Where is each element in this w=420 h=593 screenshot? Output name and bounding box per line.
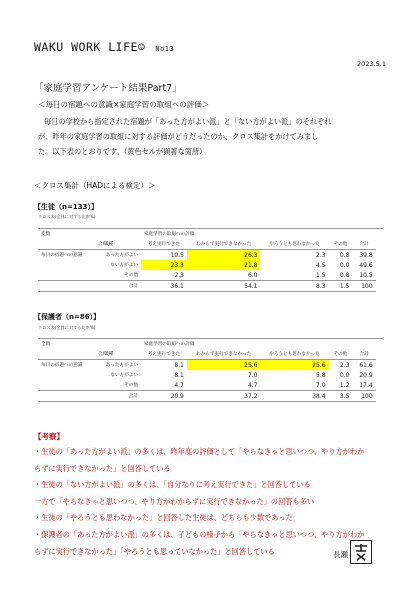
table-cell: 7.0 <box>316 381 326 389</box>
table-cell: 20.9 <box>359 371 373 379</box>
discussion-line: ・生徒の「ない方がよい派」の多くは、「自分なりに考え実行できた」と回答している <box>34 480 311 490</box>
table-cell: 4.5 <box>316 261 326 269</box>
column-header: わからず実行できなかった <box>196 352 252 357</box>
table-cell: 0.0 <box>339 371 350 379</box>
table-cell-highlight: 23.3 <box>141 260 187 270</box>
table-cell: 38.4 <box>260 391 328 402</box>
guardian-table-caption: クロス表(全体に対する比率%) <box>38 325 96 330</box>
discussion-heading: 【考察】 <box>34 432 64 441</box>
discussion-line: らずに実行できなかった」「やろうとも思っていなかった」と回答している <box>34 546 275 556</box>
table-row-total <box>38 281 383 292</box>
table-cell: 1.5 <box>329 281 353 292</box>
table-cell: 100 <box>352 391 375 402</box>
discussion-notes <box>34 444 390 560</box>
page-title: 「家庭学習アンケート結果Part7」 <box>34 83 182 94</box>
row-label: ない方がよい <box>110 373 138 378</box>
table-row <box>38 360 383 371</box>
issue-number: No13 <box>155 45 175 53</box>
table-cell: 36.1 <box>141 281 187 292</box>
table-cell: 61.6 <box>352 360 375 371</box>
table-cell: 0.8 <box>339 271 350 279</box>
column-header: 合/職種 <box>98 352 114 357</box>
discussion-line: 一方で「やらなきゃと思いつつ、やり方がわからずに実行できなかった」の回答も多い <box>34 496 315 506</box>
table-row <box>38 380 383 391</box>
intro-line: が、昨年の家庭学習の取組に対する評価がどうだったのか、クロス集計をかけてみまし <box>38 132 319 141</box>
issue-date: 2023.5.1 <box>357 60 386 68</box>
table-cell: 6.0 <box>247 271 258 279</box>
column-header: わからず実行できなかった <box>196 242 252 247</box>
var-label: 変数 <box>38 229 95 240</box>
row-label: その他 <box>124 273 138 278</box>
discussion-line: ・保護者の「あった方がよい派」の多くは、子どもの様子から「やらなきゃと思いつつ、やり方がわか <box>34 529 365 539</box>
row-label: 合計 <box>95 391 141 402</box>
row-label: ない方がよい <box>110 263 138 268</box>
table-cell-highlight: 25.6 <box>187 360 261 371</box>
group-label: 家庭学習の取組への評価 <box>141 339 329 350</box>
column-header: 合/職種 <box>98 242 114 247</box>
table-cell: 39.8 <box>352 250 375 261</box>
table-cell: 10.5 <box>141 250 187 261</box>
column-header: その他 <box>333 352 348 357</box>
column-header: その他 <box>333 242 348 247</box>
table-cell: 1.5 <box>316 271 326 279</box>
table-cell: 3.5 <box>329 391 353 402</box>
column-header: やろうとも思わなかった <box>269 242 320 247</box>
row-label: 合計 <box>95 281 141 292</box>
group-label: 家庭学習の取組への評価 <box>141 229 329 240</box>
table-cell: 8.3 <box>260 281 328 292</box>
discussion-line: ・生徒の「あった方がよい派」の多くは、昨年度の評価として「やらなきゃと思いつつ、やり方がわか <box>34 447 365 456</box>
column-header: 考え実行できた <box>147 352 180 357</box>
author-stamp-icon <box>350 540 372 564</box>
discussion-line: らずに実行できなかった」と回答している <box>34 463 171 473</box>
table-cell-highlight: 21.8 <box>187 260 261 270</box>
table-cell-highlight: 25.6 <box>260 360 328 371</box>
row-label: あった方がよい <box>95 360 141 371</box>
intro-line: た。以下表のとおりです。（黄色セルが顕著な箇所） <box>38 147 207 156</box>
newsletter-header <box>34 40 174 54</box>
table-cell: 54.1 <box>187 281 261 292</box>
table-cell: 5.8 <box>316 371 326 379</box>
table-cell: 4.7 <box>174 381 184 389</box>
table-cell: 100 <box>352 281 375 292</box>
cross-tab-heading: ＜クロス集計（HADによる検定）＞ <box>34 181 156 190</box>
table-cell: 1.2 <box>339 381 350 389</box>
page-subtitle: ＜毎日の宿題への意識×家庭学習の取組への評価＞ <box>38 100 210 109</box>
column-header: 合計 <box>359 242 369 247</box>
intro-line: 毎日の学校から指定された宿題が「あった方がよい派」と「ない方がよい派」のそれぞれ <box>44 117 332 126</box>
table-cell: 8.1 <box>174 371 184 379</box>
student-table-caption: クロス表(全体に対する比率%) <box>38 214 96 219</box>
table-cell: 37.2 <box>187 391 261 402</box>
table-row-total <box>38 391 383 402</box>
column-header: やろうとも思わなかった <box>269 352 320 357</box>
table-cell: 2.3 <box>260 250 328 261</box>
var-label: 全数 <box>38 339 95 350</box>
discussion-line: ・生徒の「やろうとも思わなかった」と回答した生徒は、どちらも少数であった <box>34 513 293 523</box>
table-cell: 0.0 <box>339 261 350 269</box>
student-section-heading: 【生徒（n=133）】 <box>34 203 98 211</box>
row-label: あった方がよい <box>95 250 141 261</box>
guardian-section-heading: 【保護者（n=86）】 <box>34 313 101 321</box>
student-cross-table <box>38 228 383 292</box>
table-cell: 2.3 <box>174 271 184 279</box>
row-variable: 毎日の宿題への意識 <box>38 250 95 261</box>
table-row <box>38 370 383 380</box>
table-row <box>38 250 383 261</box>
intro-paragraph <box>38 114 383 159</box>
table-cell: 2.3 <box>329 360 353 371</box>
newsletter-title: WAKU WORK LIFE☺ <box>34 40 146 54</box>
column-header: 考え実行できた <box>147 242 180 247</box>
table-cell: 8.1 <box>141 360 187 371</box>
row-variable: 毎日の宿題への意識 <box>38 360 95 371</box>
table-row <box>38 260 383 270</box>
table-cell: 17.4 <box>359 381 373 389</box>
author-signature: 長瀬 <box>333 550 348 559</box>
column-header: 合計 <box>359 352 369 357</box>
row-label: その他 <box>124 383 138 388</box>
table-cell-highlight: 26.3 <box>187 250 261 261</box>
table-cell: 49.6 <box>359 261 373 269</box>
table-row <box>38 270 383 281</box>
table-cell: 20.9 <box>141 391 187 402</box>
table-cell: 0.8 <box>329 250 353 261</box>
table-cell: 10.5 <box>359 271 373 279</box>
guardian-cross-table <box>38 338 383 402</box>
table-cell: 7.0 <box>247 371 258 379</box>
table-cell: 4.7 <box>247 381 258 389</box>
